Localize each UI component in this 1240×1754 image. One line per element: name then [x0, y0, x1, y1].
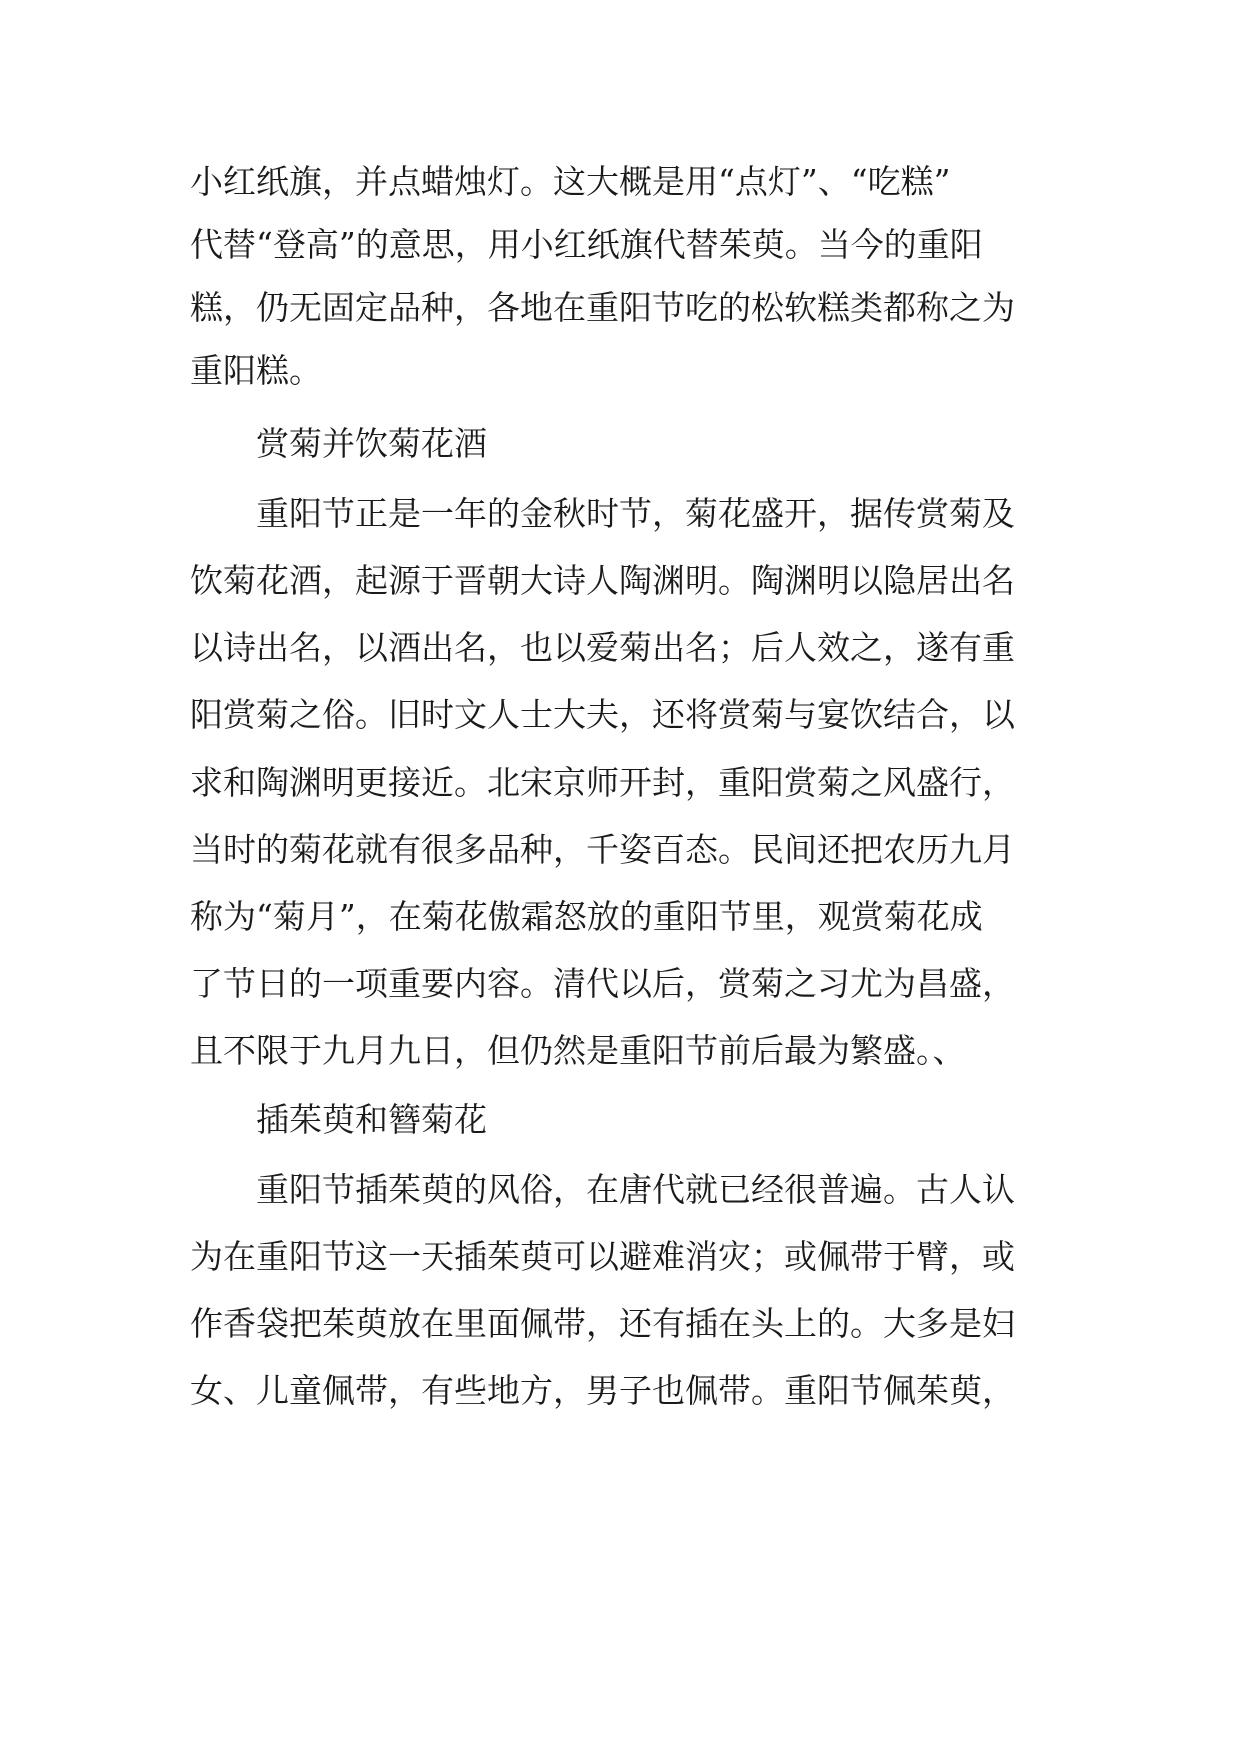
- body-text-line: 当时的菊花就有很多品种，千姿百态。民间还把农历九月: [190, 830, 1015, 869]
- body-text-line: 作香袋把茱萸放在里面佩带，还有插在头上的。大多是妇: [190, 1304, 1015, 1343]
- body-text-line: 求和陶渊明更接近。北宋京师开封，重阳赏菊之风盛行，: [190, 763, 1015, 802]
- body-text-line: 称为“菊月”，在菊花傲霜怒放的重阳节里，观赏菊花成: [190, 897, 983, 936]
- body-text-line: 代替“登高”的意思，用小红纸旗代替茱萸。当今的重阳: [190, 225, 983, 264]
- body-text-line: 重阳糕。: [190, 351, 322, 390]
- body-text-line: 饮菊花酒，起源于晋朝大诗人陶渊明。陶渊明以隐居出名: [190, 561, 1015, 600]
- section-heading: 插茱萸和簪菊花: [256, 1100, 487, 1139]
- body-text-line: 重阳节插茱萸的风俗，在唐代就已经很普遍。古人认: [256, 1170, 1015, 1209]
- section-heading: 赏菊并饮菊花酒: [256, 424, 487, 463]
- body-text-line: 小红纸旗，并点蜡烛灯。这大概是用“点灯”、“吃糕”: [190, 162, 951, 201]
- body-text-line: 且不限于九月九日，但仍然是重阳节前后最为繁盛。、: [190, 1031, 966, 1070]
- body-text-line: 糕，仍无固定品种，各地在重阳节吃的松软糕类都称之为: [190, 288, 1015, 327]
- body-text-line: 女、儿童佩带，有些地方，男子也佩带。重阳节佩茱萸，: [190, 1371, 1015, 1410]
- body-text-line: 重阳节正是一年的金秋时节，菊花盛开，据传赏菊及: [256, 494, 1015, 533]
- body-text-line: 以诗出名，以酒出名，也以爱菊出名；后人效之，遂有重: [190, 628, 1015, 667]
- body-text-line: 了节日的一项重要内容。清代以后，赏菊之习尤为昌盛，: [190, 964, 1015, 1003]
- body-text-line: 为在重阳节这一天插茱萸可以避难消灾；或佩带于臂，或: [190, 1237, 1015, 1276]
- body-text-line: 阳赏菊之俗。旧时文人士大夫，还将赏菊与宴饮结合，以: [190, 695, 1015, 734]
